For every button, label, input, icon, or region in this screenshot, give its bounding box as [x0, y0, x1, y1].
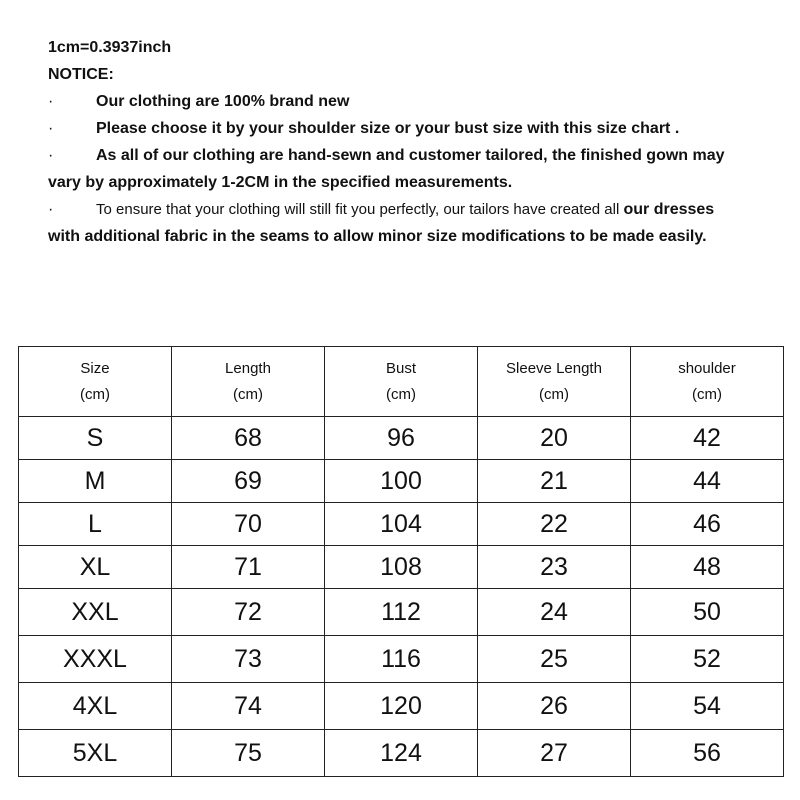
table-header-row	[19, 347, 784, 417]
table-cell: L	[19, 503, 172, 546]
table-cell: XL	[19, 546, 172, 589]
notice-block	[48, 34, 748, 250]
column-header-unit: (cm)	[539, 385, 569, 403]
table-cell: 54	[631, 683, 784, 730]
table-cell: 116	[325, 636, 478, 683]
table-row	[19, 730, 784, 777]
table-cell: XXXL	[19, 636, 172, 683]
notice-item-text: As all of our clothing are hand-sewn and customer tailored, the finished gown may vary by approximately 1-2CM in the specified measurements.	[48, 147, 725, 191]
column-header-label: Size	[80, 359, 110, 377]
table-cell: 73	[172, 636, 325, 683]
notice-heading: NOTICE:	[48, 66, 114, 83]
table-cell: 26	[478, 683, 631, 730]
table-cell: 68	[172, 417, 325, 460]
column-header-unit: (cm)	[233, 385, 263, 403]
table-row	[19, 503, 784, 546]
table-cell: 48	[631, 546, 784, 589]
table-row	[19, 460, 784, 503]
bullet-icon: ·	[48, 93, 54, 110]
notice-item-text: To ensure that your clothing will still fit you perfectly, our tailors have created all	[96, 201, 624, 218]
size-chart-table	[18, 346, 784, 777]
table-cell: 5XL	[19, 730, 172, 777]
table-cell: 100	[325, 460, 478, 503]
table-cell: 120	[325, 683, 478, 730]
table-cell: 75	[172, 730, 325, 777]
table-cell: 96	[325, 417, 478, 460]
column-header	[325, 347, 478, 417]
column-header	[631, 347, 784, 417]
column-header	[19, 347, 172, 417]
notice-item	[48, 196, 748, 250]
column-header-label: shoulder	[678, 359, 736, 377]
table-cell: XXL	[19, 589, 172, 636]
notice-item-text: our dresses with additional fabric in the seams to allow minor size modifications to be made easily.	[48, 201, 715, 245]
bullet-icon: ·	[48, 147, 54, 164]
table-cell: 72	[172, 589, 325, 636]
table-cell: 23	[478, 546, 631, 589]
table-body	[19, 417, 784, 777]
table-cell: 71	[172, 546, 325, 589]
table-cell: S	[19, 417, 172, 460]
table-cell: M	[19, 460, 172, 503]
table-cell: 22	[478, 503, 631, 546]
table-cell: 104	[325, 503, 478, 546]
table-cell: 74	[172, 683, 325, 730]
bullet-icon: ·	[48, 120, 54, 137]
column-header	[172, 347, 325, 417]
table-cell: 4XL	[19, 683, 172, 730]
table-cell: 46	[631, 503, 784, 546]
table-cell: 44	[631, 460, 784, 503]
table-row	[19, 589, 784, 636]
table-row	[19, 636, 784, 683]
column-header-unit: (cm)	[386, 385, 416, 403]
bullet-icon: ·	[48, 201, 54, 218]
table-cell: 21	[478, 460, 631, 503]
table-cell: 124	[325, 730, 478, 777]
column-header-unit: (cm)	[80, 385, 110, 403]
unit-conversion: 1cm=0.3937inch	[48, 39, 172, 56]
table-cell: 25	[478, 636, 631, 683]
table-cell: 70	[172, 503, 325, 546]
notice-item	[48, 115, 748, 142]
notice-item-text: Our clothing are 100% brand new	[96, 93, 350, 110]
table-cell: 108	[325, 546, 478, 589]
table-row	[19, 417, 784, 460]
column-header-label: Length	[225, 359, 271, 377]
table-cell: 112	[325, 589, 478, 636]
table-cell: 20	[478, 417, 631, 460]
table-row	[19, 546, 784, 589]
table-cell: 42	[631, 417, 784, 460]
table-cell: 56	[631, 730, 784, 777]
notice-item-text: Please choose it by your shoulder size or your bust size with this size chart .	[96, 120, 680, 137]
column-header-label: Sleeve Length	[506, 359, 602, 377]
table-cell: 50	[631, 589, 784, 636]
column-header-unit: (cm)	[692, 385, 722, 403]
table-cell: 52	[631, 636, 784, 683]
column-header-label: Bust	[385, 359, 416, 377]
table-cell: 24	[478, 589, 631, 636]
table-cell: 27	[478, 730, 631, 777]
table-cell: 69	[172, 460, 325, 503]
column-header	[478, 347, 631, 417]
notice-item	[48, 88, 748, 115]
table-row	[19, 683, 784, 730]
notice-item	[48, 142, 748, 196]
